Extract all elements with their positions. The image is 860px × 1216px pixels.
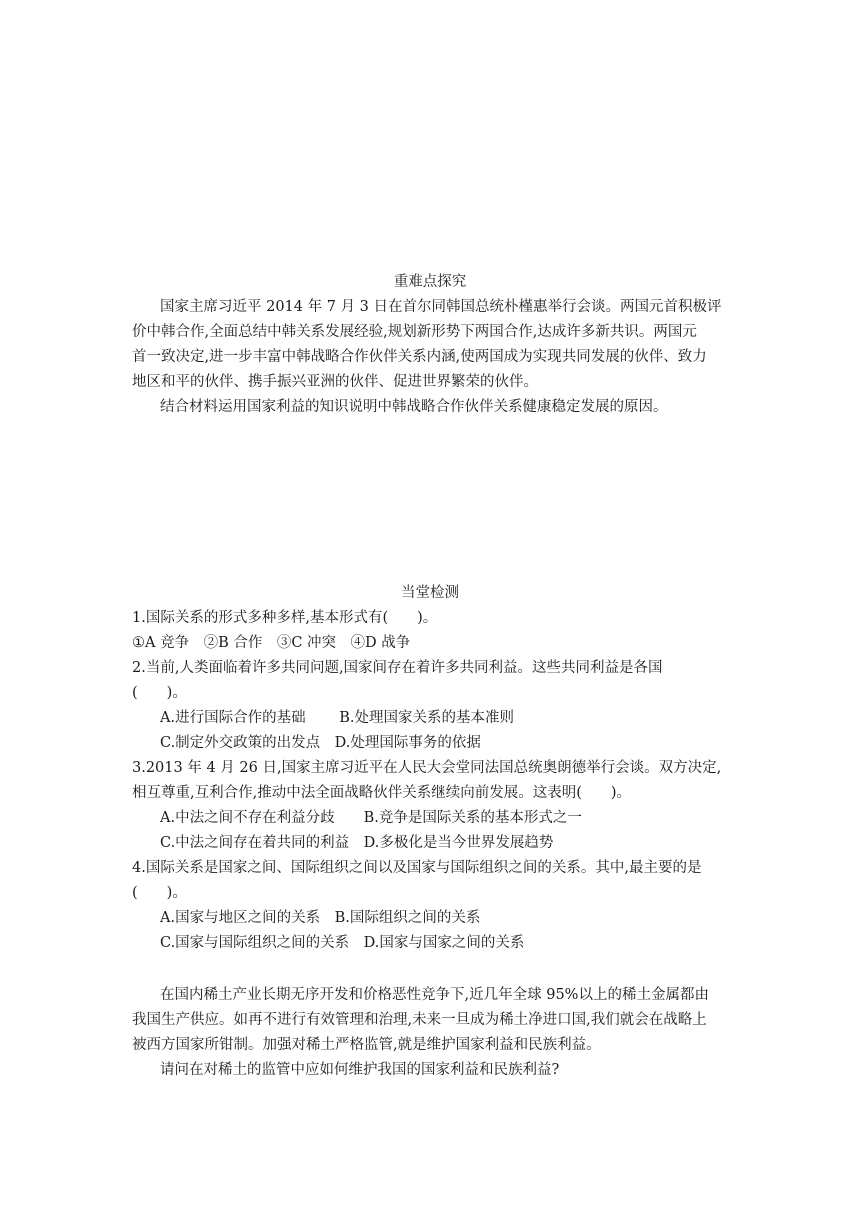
question-4-stem: 4.国际关系是国家之间、国际组织之间以及国家与国际组织之间的关系。其中,最主要的是 bbox=[132, 860, 702, 876]
question-2-options-cd: C.制定外交政策的出发点 D.处理国际事务的依据 bbox=[160, 735, 481, 751]
question-1-stem: 1.国际关系的形式多种多样,基本形式有( )。 bbox=[132, 610, 438, 626]
question-3-stem: 3.2013 年 4 月 26 日,国家主席习近平在人民大会堂同法国总统奥朗德举行会谈。双方决定, bbox=[132, 760, 722, 776]
section-heading-key-points: 重难点探究 bbox=[393, 274, 467, 290]
rare-earth-paragraph-line: 被西方国家所钳制。加强对稀土严格监管,就是维护国家利益和民族利益。 bbox=[132, 1037, 601, 1053]
section-heading-class-test: 当堂检测 bbox=[401, 585, 459, 601]
material-paragraph-line: 国家主席习近平 2014 年 7 月 3 日在首尔同韩国总统朴槿惠举行会谈。两国元首积极评 bbox=[160, 299, 722, 315]
question-2-options-ab: A.进行国际合作的基础 B.处理国家关系的基本准则 bbox=[160, 710, 514, 726]
question-3-stem-cont: 相互尊重,互利合作,推动中法全面战略伙伴关系继续向前发展。这表明( )。 bbox=[132, 785, 632, 801]
question-4-options-cd: C.国家与国际组织之间的关系 D.国家与国家之间的关系 bbox=[160, 935, 525, 951]
material-question: 结合材料运用国家利益的知识说明中韩战略合作伙伴关系健康稳定发展的原因。 bbox=[160, 399, 668, 415]
material-paragraph-line: 首一致决定,进一步丰富中韩战略合作伙伴关系内涵,使两国成为实现共同发展的伙伴、致力 bbox=[132, 349, 707, 365]
question-2-stem-cont: ( )。 bbox=[132, 685, 187, 701]
question-4-options-ab: A.国家与地区之间的关系 B.国际组织之间的关系 bbox=[160, 910, 481, 926]
question-2-stem: 2.当前,人类面临着许多共同问题,国家间存在着许多共同利益。这些共同利益是各国 bbox=[132, 660, 663, 676]
question-3-options-ab: A.中法之间不存在利益分歧 B.竞争是国际关系的基本形式之一 bbox=[160, 810, 582, 826]
rare-earth-paragraph-line: 我国生产供应。如再不进行有效管理和治理,未来一旦成为稀土净进口国,我们就会在战略上 bbox=[132, 1012, 707, 1028]
question-4-stem-cont: ( )。 bbox=[132, 885, 187, 901]
rare-earth-paragraph-line: 在国内稀土产业长期无序开发和价格恶性竞争下,近几年全球 95%以上的稀土金属都由 bbox=[160, 987, 709, 1003]
question-3-options-cd: C.中法之间存在着共同的利益 D.多极化是当今世界发展趋势 bbox=[160, 835, 554, 851]
rare-earth-question: 请问在对稀土的监管中应如何维护我国的国家利益和民族利益? bbox=[160, 1062, 560, 1078]
material-paragraph-line: 地区和平的伙伴、携手振兴亚洲的伙伴、促进世界繁荣的伙伴。 bbox=[132, 374, 538, 390]
question-1-options: ①A 竞争 ②B 合作 ③C 冲突 ④D 战争 bbox=[132, 635, 411, 651]
material-paragraph-line: 价中韩合作,全面总结中韩关系发展经验,规划新形势下两国合作,达成许多新共识。两国元 bbox=[132, 324, 697, 340]
